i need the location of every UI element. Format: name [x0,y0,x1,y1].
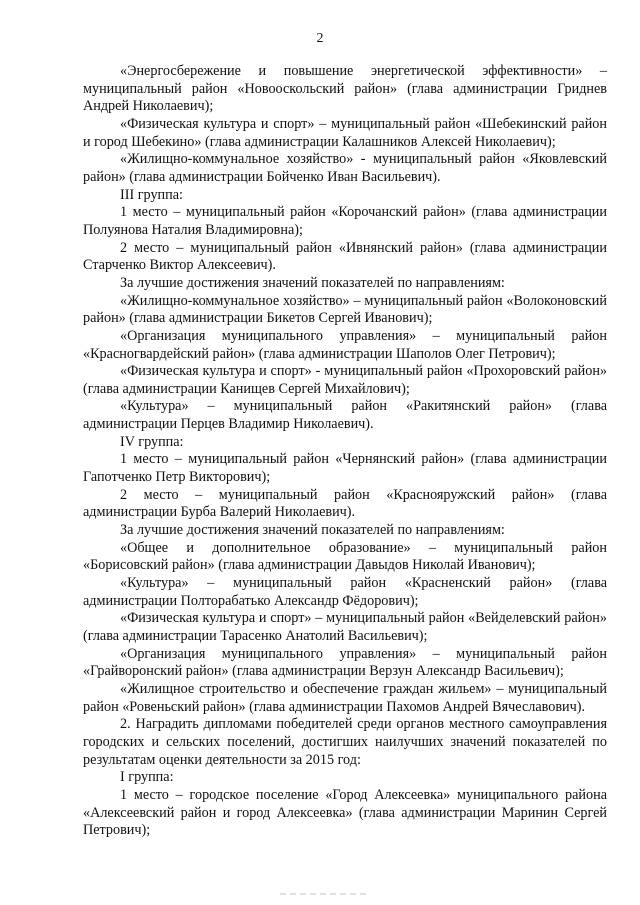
scan-artifact [280,893,370,895]
document-body [83,63,607,840]
group-heading-3: III группа: [120,186,183,203]
paragraph-education-borisovsky: «Общее и дополнительное образование» – муниципальный район «Борисовский район» (глава администрации Давыдов Николай Иванович); [83,539,607,574]
paragraph-housing-volokonovsky: «Жилищно-коммунальное хозяйство» – муниципальный район «Волоконовский район» (глава администрации Бикетов Сергей Иванович); [83,292,607,327]
paragraph-best-achievements-intro: За лучшие достижения значений показателей по направлениям: [120,274,505,291]
paragraph-place-1-chernyansky: 1 место – муниципальный район «Чернянский район» (глава администрации Гапотченко Петр Викторович); [83,451,607,486]
group-heading-1: I группа: [120,769,174,786]
paragraph-culture-rakityansky: «Культура» – муниципальный район «Ракитянский район» (глава администрации Перцев Владимир Николаевич). [83,398,607,433]
paragraph-place-2-ivnyansky: 2 место – муниципальный район «Ивнянский район» (глава администрации Старченко Виктор Алексеевич). [83,239,607,274]
paragraph-place-1-korochansky: 1 место – муниципальный район «Корочанский район» (глава администрации Полуянова Наталия Владимировна); [83,204,607,238]
paragraph-housing-yakovlevsky: «Жилищно-коммунальное хозяйство» - муниципальный район «Яковлевский район» (глава администрации Бойченко Иван Васильевич). [83,151,607,185]
paragraph-best-achievements-intro-2: За лучшие достижения значений показателей по направлениям: [120,522,505,539]
paragraph-place-2-krasnoyaruzhsky: 2 место – муниципальный район «Краснояружский район» (глава администрации Бурба Валерий Николаевич). [83,486,607,521]
paragraph-place-1-alekseevka: 1 место – городское поселение «Город Алексеевка» муниципального района «Алексеевский район и город Алексеевка» (глава администрации Маринин Сергей Петрович); [83,786,607,839]
page-number: 2 [316,31,324,46]
paragraph-sport-shebekino: «Физическая культура и спорт» – муниципальный район «Шебекинский район и город Шебекино» (глава администрации Калашников Алексей Николаевич); [83,115,607,150]
paragraph-sport-prokhorovsky: «Физическая культура и спорт» - муниципальный район «Прохоровский район» (глава администрации Канищев Сергей Михайлович); [83,363,607,397]
paragraph-construction-rovensky: «Жилищное строительство и обеспечение граждан жильем» – муниципальный район «Ровеньский район» (глава администрации Пахомов Андрей Вячеславович). [83,680,607,715]
paragraph-culture-krasnensky: «Культура» – муниципальный район «Красненский район» (глава администрации Полторабатько Александр Фёдорович); [83,575,607,609]
paragraph-energy-efficiency: «Энергосбережение и повышение энергетической эффективности» – муниципальный район «Новооскольский район» (глава администрации Гриднев Андрей Николаевич); [83,63,607,115]
paragraph-management-grayvoronsky: «Организация муниципального управления» – муниципальный район «Грайворонский район» (глава администрации Верзун Александр Васильевич); [83,645,607,680]
group-heading-4: IV группа: [120,433,184,450]
paragraph-sport-veydelevsky: «Физическая культура и спорт» – муниципальный район «Вейделевский район» (глава администрации Тарасенко Анатолий Васильевич); [83,610,607,644]
paragraph-management-krasnogvardeysky: «Организация муниципального управления» – муниципальный район «Красногвардейский район» (глава администрации Шаполов Олег Петрович); [83,327,607,362]
paragraph-item-2-award: 2. Наградить дипломами победителей среди органов местного самоуправления городских и сельских поселений, достигших наилучших значений показателей по результатам оценки деятельности за 2015 год: [83,716,607,768]
